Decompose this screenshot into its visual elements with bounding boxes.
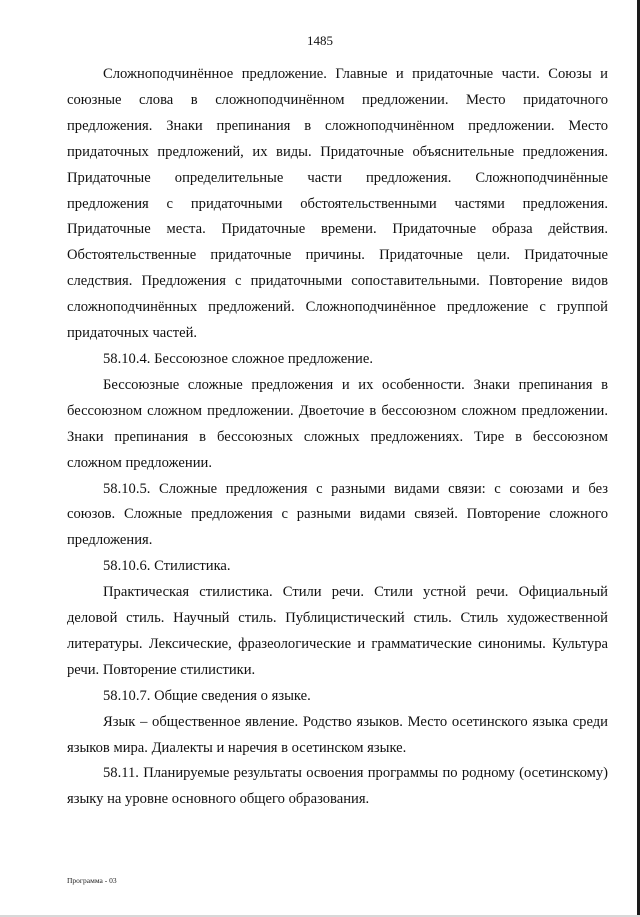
document-body — [67, 62, 608, 813]
section-heading-58-10-6: 58.10.6. Стилистика. — [103, 558, 231, 575]
paragraph-complex-subordinate-sentence: Сложноподчинённое предложение. Главные и придаточные части. Союзы и союзные слова в сложноподчинённом предложении. Место придаточного предложения. Знаки препинания в сложноподчинённом предложении. Место придаточных предложений, их виды. Придаточные объяснительные предложения. Придаточные определительные части предложения. Сложноподчинённые предложения с придаточными обстоятельственными частями предложения. Придаточные места. Придаточные времени. Придаточные образа действия. Обстоятельственные придаточные причины. Придаточные цели. Придаточные следствия. Предложения с придаточными сопоставительными. Повторение видов сложноподчинённых предложений. Сложноподчинённое предложение с группой придаточных частей. — [67, 66, 608, 342]
section-heading-58-10-4: 58.10.4. Бессоюзное сложное предложение. — [103, 350, 373, 367]
section-heading-58-10-7: 58.10.7. Общие сведения о языке. — [103, 687, 311, 704]
page-number: 1485 — [307, 33, 333, 48]
paragraph-58-11: 58.11. Планируемые результаты освоения программы по родному (осетинскому) языку на уровне основного общего образования. — [67, 765, 608, 808]
footer-label: Программа - 03 — [67, 876, 117, 885]
paragraph-asyndetic-sentence: Бессоюзные сложные предложения и их особенности. Знаки препинания в бессоюзном сложном предложении. Двоеточие в бессоюзном сложном предложении. Знаки препинания в бессоюзных сложных предложениях. Тире в бессоюзном сложном предложении. — [67, 376, 608, 471]
paragraph-stylistics: Практическая стилистика. Стили речи. Стили устной речи. Официальный деловой стиль. Научный стиль. Публицистический стиль. Стиль художественной литературы. Лексические, фразеологические и грамматические синонимы. Культура речи. Повторение стилистики. — [67, 584, 608, 678]
paragraph-58-10-5: 58.10.5. Сложные предложения с разными видами связи: с союзами и без союзов. Сложные предложения с разными видами связей. Повторение сложного предложения. — [67, 480, 608, 549]
paragraph-language-info: Язык – общественное явление. Родство языков. Место осетинского языка среди языков мира. Диалекты и наречия в осетинском языке. — [67, 713, 608, 756]
